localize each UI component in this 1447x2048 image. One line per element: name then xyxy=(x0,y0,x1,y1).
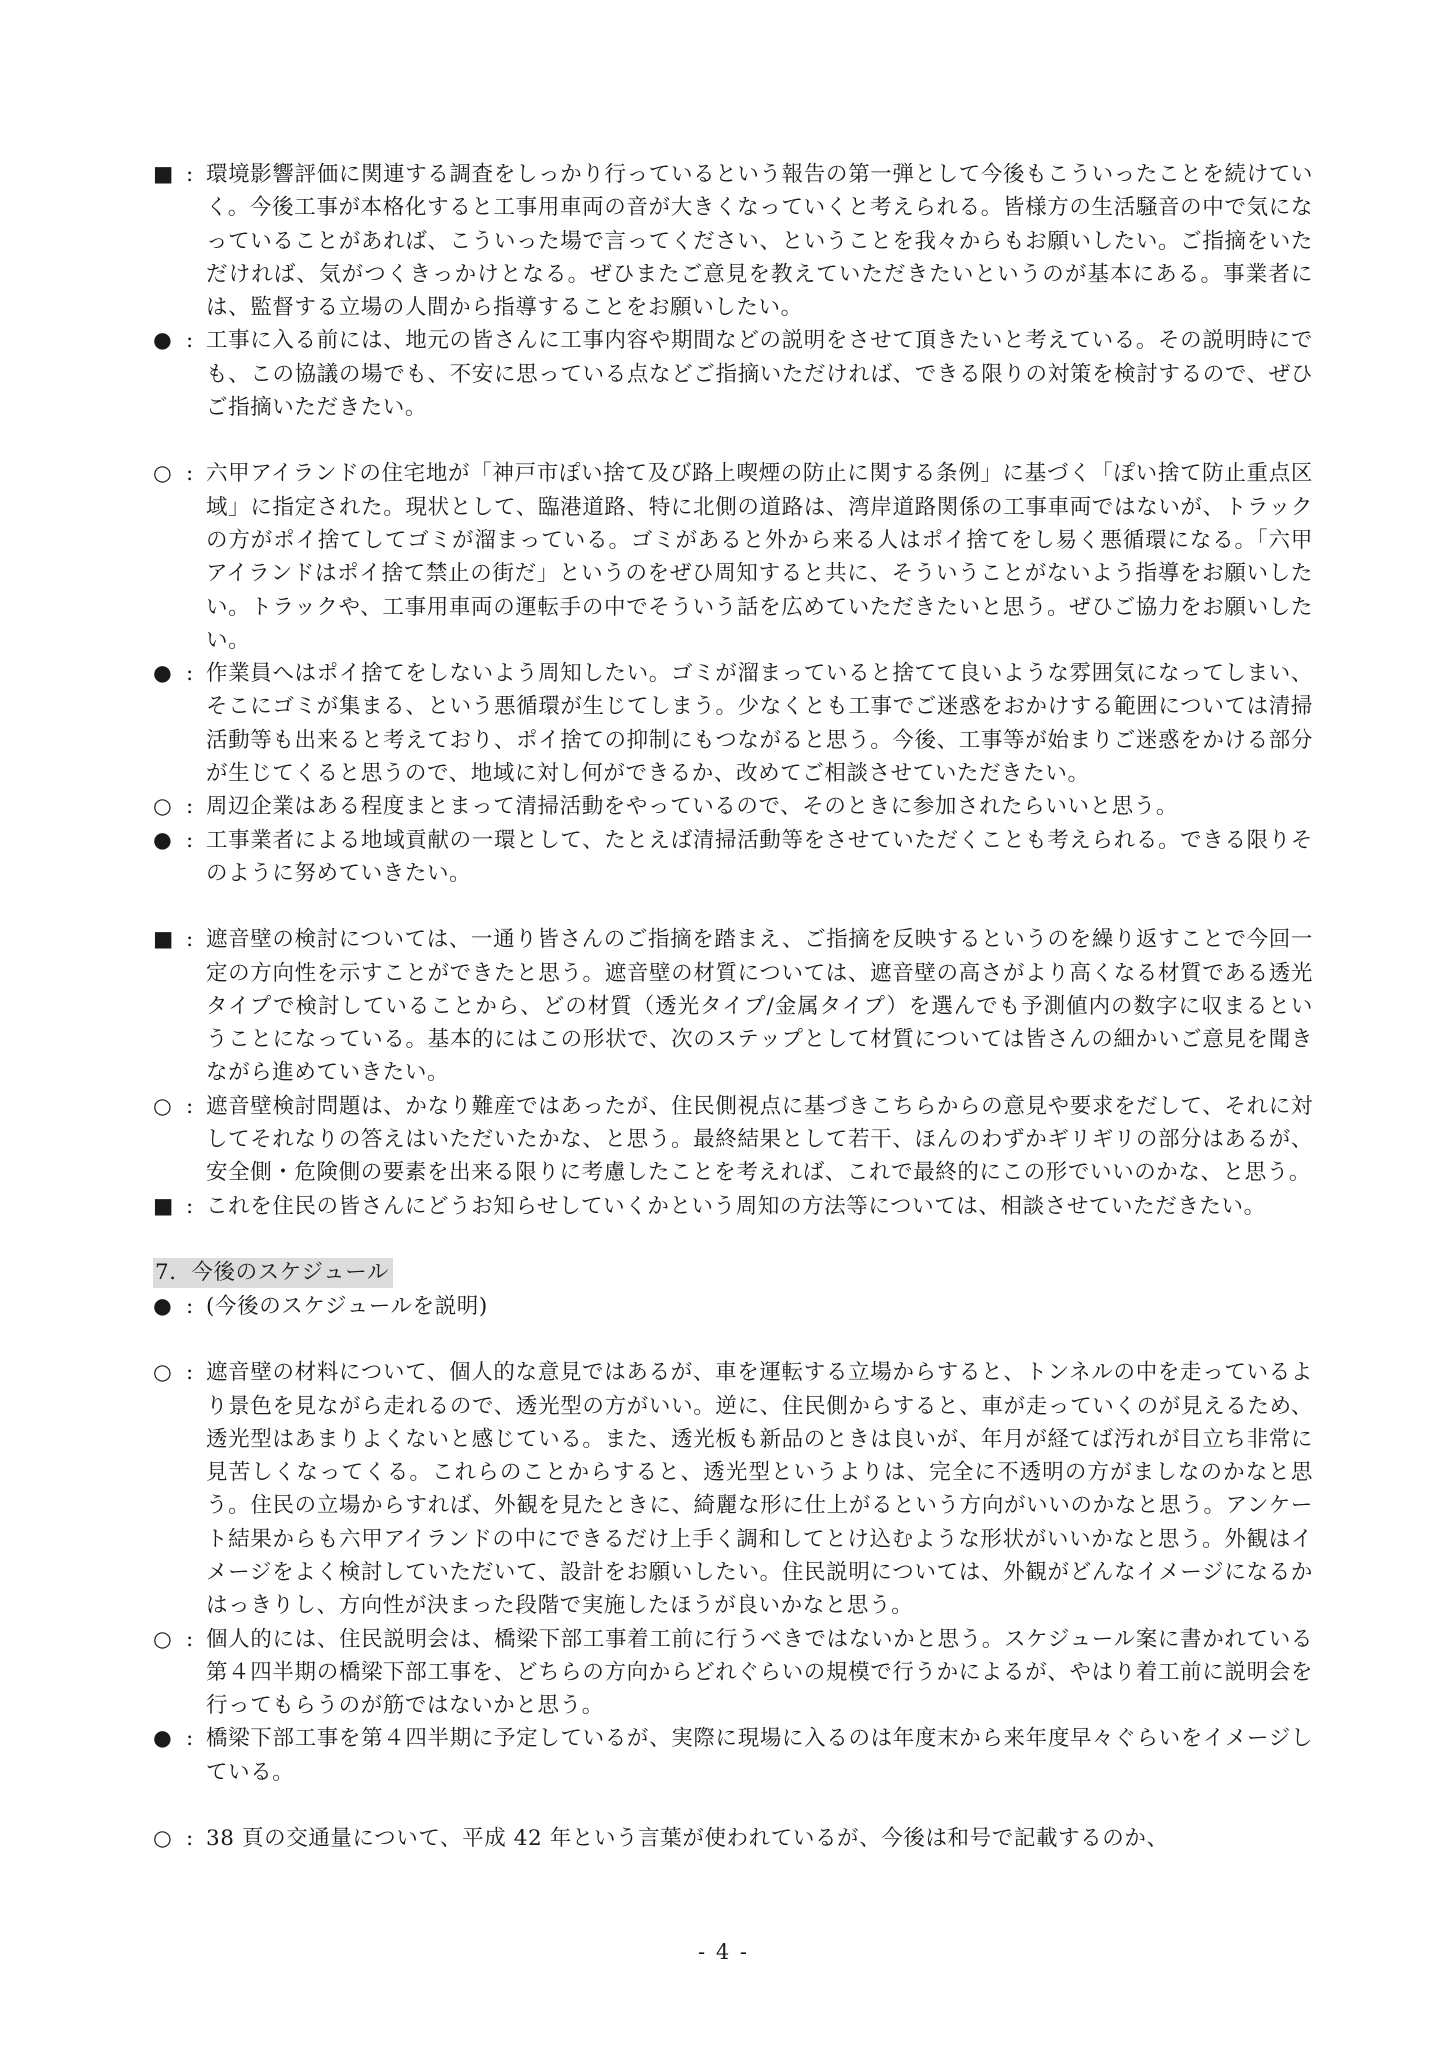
remark xyxy=(153,324,1313,424)
colon: : xyxy=(186,1826,194,1852)
colon: : xyxy=(186,1726,194,1752)
remark-text: 遮音壁の材料について、個人的な意見ではあるが、車を運転する立場からすると、トンネルの中を走っているより景色を見ながら走れるので、透光型の方がいい。逆に、住民側からすると、車が走っていくのが見えるため、透光型はあまりよくないと感じている。また、透光板も新品のときは良いが、年月が経てば汚れが目立ち非常に見苦しくなってくる。これらのことからすると、透光型というよりは、完全に不透明の方がましなのかなと思う。住民の立場からすれば、外観を見たときに、綺麗な形に仕上がるという方向がいいのかなと思う。アンケート結果からも六甲アイランドの中にできるだけ上手く調和してとけ込むような形状がいいかなと思う。外観はイメージをよく検討していただいて、設計をお願いしたい。住民説明については、外観がどんなイメージになるかはっきりし、方向性が決まった段階で実施したほうが良いかなと思う。 xyxy=(206,1360,1313,1619)
speaker-mark: ● xyxy=(153,328,173,354)
speaker-mark: ■ xyxy=(153,162,174,187)
speaker-mark: ○ xyxy=(153,1093,173,1119)
page-number: - 4 - xyxy=(698,1940,749,1964)
remark-text: 橋梁下部工事を第４四半期に予定しているが、実際に現場に入るのは年度末から来年度早々ぐらいをイメージしている。 xyxy=(206,1726,1313,1785)
colon: : xyxy=(186,927,194,953)
remark-text: 六甲アイランドの住宅地が「神戸市ぽい捨て及び路上喫煙の防止に関する条例」に基づく「ぽい捨て防止重点区域」に指定された。現状として、臨港道路、特に北側の道路は、湾岸道路関係の工事車両ではないが、トラックの方がポイ捨てしてゴミが溜まっている。ゴミがあると外から来る人はポイ捨てをし易く悪循環になる。「六甲アイランドはポイ捨て禁止の街だ」というのをぜひ周知すると共に、そういうことがないよう指導をお願いしたい。トラックや、工事用車両の運転手の中でそういう話を広めていただきたいと思う。ぜひご協力をお願いしたい。 xyxy=(206,461,1313,653)
remark-text: 環境影響評価に関連する調査をしっかり行っているという報告の第一弾として今後もこういったことを続けていく。今後工事が本格化すると工事用車両の音が大きくなっていくと考えられる。皆様方の生活騒音の中で気になっていることがあれば、こういった場で言ってください、ということを我々からもお願いしたい。ご指摘をいただければ、気がつくきっかけとなる。ぜひまたご意見を教えていただきたいというのが基本にある。事業者には、監督する立場の人間から指導することをお願いしたい。 xyxy=(206,162,1313,321)
remark xyxy=(153,923,1313,1089)
remark-text: 遮音壁の検討については、一通り皆さんのご指摘を踏まえ、ご指摘を反映するというのを繰り返すことで今回一定の方向性を示すことができたと思う。遮音壁の材質については、遮音壁の高さがより高くなる材質である透光タイプで検討していることから、どの材質（透光タイプ/金属タイプ）を選んでも予測値内の数字に収まるということになっている。基本的にはこの形状で、次のステップとして材質については皆さんの細かいご意見を聞きながら進めていきたい。 xyxy=(206,927,1313,1086)
remark xyxy=(153,657,1313,790)
remark xyxy=(153,1090,1313,1190)
section-heading: 7．今後のスケジュール xyxy=(153,1258,393,1288)
remark xyxy=(153,1623,1313,1723)
speaker-mark: ○ xyxy=(153,461,173,487)
speaker-mark: ■ xyxy=(153,927,174,953)
remark xyxy=(153,1190,1313,1223)
speaker-mark: ● xyxy=(153,661,173,687)
speaker-mark: ● xyxy=(153,1293,173,1319)
colon: : xyxy=(186,1626,194,1652)
remark-text: 作業員へはポイ捨てをしないよう周知したい。ゴミが溜まっていると捨てて良いような雰囲気になってしまい、そこにゴミが集まる、という悪循環が生じてしまう。少なくとも工事でご迷惑をおかけする範囲については清掃活動等も出来ると考えており、ポイ捨ての抑制にもつながると思う。今後、工事等が始まりご迷惑をかける部分が生じてくると思うので、地域に対し何ができるか、改めてご相談させていただきたい。 xyxy=(206,661,1313,787)
remark xyxy=(153,790,1313,823)
colon: : xyxy=(186,328,194,354)
colon: : xyxy=(186,1193,194,1219)
document-body xyxy=(153,158,1313,1855)
colon: : xyxy=(186,1360,194,1386)
remark xyxy=(153,158,1313,324)
speaker-mark: ■ xyxy=(153,1193,174,1219)
speaker-mark: ○ xyxy=(153,1360,173,1386)
section-heading-row xyxy=(153,1256,1313,1290)
remark xyxy=(153,1822,1313,1855)
speaker-mark: ● xyxy=(153,827,173,853)
remark-text: 工事業者による地域貢献の一環として、たとえば清掃活動等をさせていただくことも考えられる。できる限りそのように努めていきたい。 xyxy=(206,827,1313,886)
remark-text: 38 頁の交通量について、平成 42 年という言葉が使われているが、今後は和号で記載するのか、 xyxy=(206,1826,1169,1852)
spacer xyxy=(153,424,1313,457)
remark xyxy=(153,1290,1313,1323)
remark xyxy=(153,824,1313,891)
remark-text: (今後のスケジュールを説明) xyxy=(206,1293,488,1319)
colon: : xyxy=(186,661,194,687)
colon: : xyxy=(186,461,194,487)
remark-text: 個人的には、住民説明会は、橋梁下部工事着工前に行うべきではないかと思う。スケジュール案に書かれている第４四半期の橋梁下部工事を、どちらの方向からどれぐらいの規模で行うかによるが、やはり着工前に説明会を行ってもらうのが筋ではないかと思う。 xyxy=(206,1626,1313,1719)
spacer xyxy=(153,890,1313,923)
remark xyxy=(153,457,1313,657)
remark-text: 工事に入る前には、地元の皆さんに工事内容や期間などの説明をさせて頂きたいと考えている。その説明時にでも、この協議の場でも、不安に思っている点などご指摘いただければ、できる限りの対策を検討するので、ぜひご指摘いただきたい。 xyxy=(206,328,1313,421)
remark xyxy=(153,1722,1313,1789)
remark-text: これを住民の皆さんにどうお知らせしていくかという周知の方法等については、相談させていただきたい。 xyxy=(206,1193,1266,1219)
remark-text: 遮音壁検討問題は、かなり難産ではあったが、住民側視点に基づきこちらからの意見や要求をだして、それに対してそれなりの答えはいただいたかな、と思う。最終結果として若干、ほんのわずかギリギリの部分はあるが、安全側・危険側の要素を出来る限りに考慮したことを考えれば、これで最終的にこの形でいいのかな、と思う。 xyxy=(206,1093,1313,1186)
colon: : xyxy=(186,794,194,820)
speaker-mark: ○ xyxy=(153,794,173,820)
remark-text: 周辺企業はある程度まとまって清掃活動をやっているので、そのときに参加されたらいいと思う。 xyxy=(206,794,1178,820)
spacer xyxy=(153,1789,1313,1822)
colon: : xyxy=(186,1093,194,1119)
colon: : xyxy=(186,827,194,853)
speaker-mark: ○ xyxy=(153,1626,173,1652)
spacer xyxy=(153,1323,1313,1356)
colon: : xyxy=(186,162,194,187)
colon: : xyxy=(186,1293,194,1319)
speaker-mark: ● xyxy=(153,1726,173,1752)
spacer xyxy=(153,1223,1313,1256)
remark xyxy=(153,1356,1313,1622)
speaker-mark: ○ xyxy=(153,1826,173,1852)
